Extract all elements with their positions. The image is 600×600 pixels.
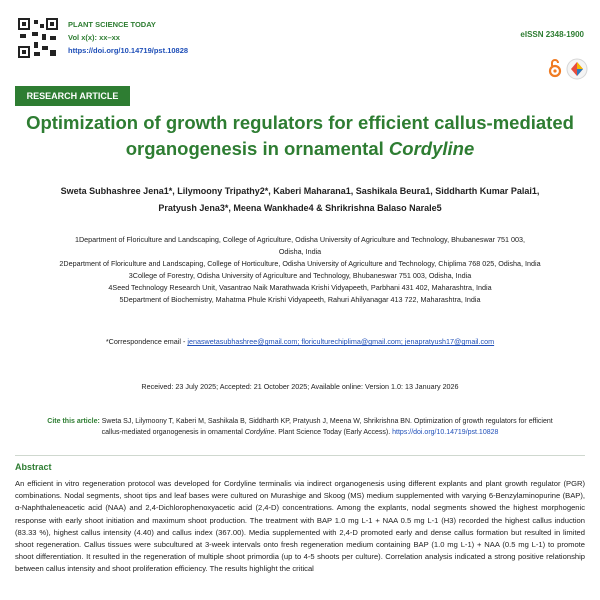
citation-doi-link[interactable]: https://doi.org/10.14719/pst.10828 — [392, 429, 499, 436]
abstract-text: An efficient in vitro regeneration protocol was developed for Cordyline terminalis via indirect organogenesis using different explants and plant growth regulator (PGR) combinations. Nodal segments, shoot tips and leaf bases were cultured on Murashige and Skoog (MS) medium supplemented with varying 6-Benzylaminopurine (BAP), α-Naphthaleneacetic acid (NAA) and 2,4-Dichlorophenoxyacetic acid (2,4-D) concentrations. Among the explants, nodal segments showed the highest morphogenic response with early shoot initiation and maximum shoot production. The treatment with BAP 1.0 mg L-1 + NAA 0.5 mg L-1 (H3) recorded the highest callus induction (83.33 %), highest callus intensity (4.40) and callus index (367.00). Media supplemented with 2,4-D promoted early and dense callus formation but resulted in limited shoot regeneration. Callus tissues were subcultured at 3-week intervals onto fresh regeneration medium containing BAP (1.0 mg L-1) + NAA (0.5 mg L-1) to promote shoot differentiation. It resulted in the regeneration of multiple shoot primordia (up to 4-5 shoots per culture). Correlation analysis indicated a strong positive relationship between callus intensity and shoot proliferation efficiency. The results highlight the critical — [15, 479, 585, 574]
check-for-updates-icon[interactable] — [566, 58, 588, 80]
citation: Cite this article: Sweta SJ, Lilymoony T, Kaberi M, Sashikala B, Siddharth KP, Pratyush J, Meena W, Shrikrishna BN. Optimization of growth regulators for efficient callus-mediated organogenesis in ornamental Cordyline. Plant Science Today (Early Access). https://doi.org/10.14719/pst.10828 — [47, 418, 553, 436]
affiliation: Odisha, India — [278, 247, 322, 256]
title-line-2: organogenesis in ornamental Cordyline — [125, 138, 475, 159]
affiliation: 2Department of Floriculture and Landscaping, College of Horticulture, Odisha University of Agriculture and Technology, Chiplima 768 025, Odisha, India — [59, 259, 541, 268]
qr-code-icon — [18, 18, 58, 58]
correspondence — [10, 337, 590, 346]
affiliation: 3College of Forestry, Odisha University of Agriculture and Technology, Bhubaneswar 751 003, Odisha, India — [128, 271, 472, 280]
affiliation: 4Seed Technology Research Unit, Vasantrao Naik Marathwada Krishi Vidyapeeth, Parbhani 431 402, Maharashtra, India — [108, 283, 492, 292]
journal-name: PLANT SCIENCE TODAY — [68, 20, 156, 29]
divider — [15, 455, 585, 456]
affiliation: 5Department of Biochemistry, Mahatma Phule Krishi Vidyapeeth, Rahuri Ahilyanagar 413 722, Maharashtra, India — [119, 295, 481, 304]
article-title — [15, 110, 585, 162]
author-line-1: Sweta Subhashree Jena1*, Lilymoony Tripathy2*, Kaberi Maharana1, Sashikala Beura1, Siddharth Kumar Palai1, — [60, 186, 540, 196]
correspondence-emails[interactable]: jenaswetasubhashree@gmail.com; floriculturechiplima@gmail.com; jenapratyush17@gmail.com — [187, 337, 495, 346]
eissn: eISSN 2348-1900 — [520, 30, 584, 39]
open-access-icon[interactable] — [548, 58, 562, 78]
author-line-2: Pratyush Jena3*, Meena Wankhade4 & Shrikrishna Balaso Narale5 — [158, 203, 442, 213]
abstract-heading: Abstract — [15, 462, 52, 472]
doi-link[interactable]: https://doi.org/10.14719/pst.10828 — [68, 46, 189, 55]
volume-info: Vol x(x): xx–xx — [68, 33, 120, 42]
author-list — [15, 183, 585, 217]
article-type-badge: RESEARCH ARTICLE — [15, 86, 130, 106]
affiliation-list — [10, 234, 590, 306]
citation-label: Cite this article: — [47, 418, 100, 425]
article-dates: Received: 23 July 2025; Accepted: 21 October 2025; Available online: Version 1.0: 13 January 2026 — [141, 382, 459, 391]
affiliation: 1Department of Floriculture and Landscaping, College of Agriculture, Odisha University of Agriculture and Technology, Bhubaneswar 751 003, — [74, 235, 525, 244]
correspondence-label: *Correspondence email - — [105, 337, 188, 346]
title-line-1: Optimization of growth regulators for efficient callus-mediated — [26, 112, 574, 133]
title-italic: Cordyline — [388, 138, 475, 159]
